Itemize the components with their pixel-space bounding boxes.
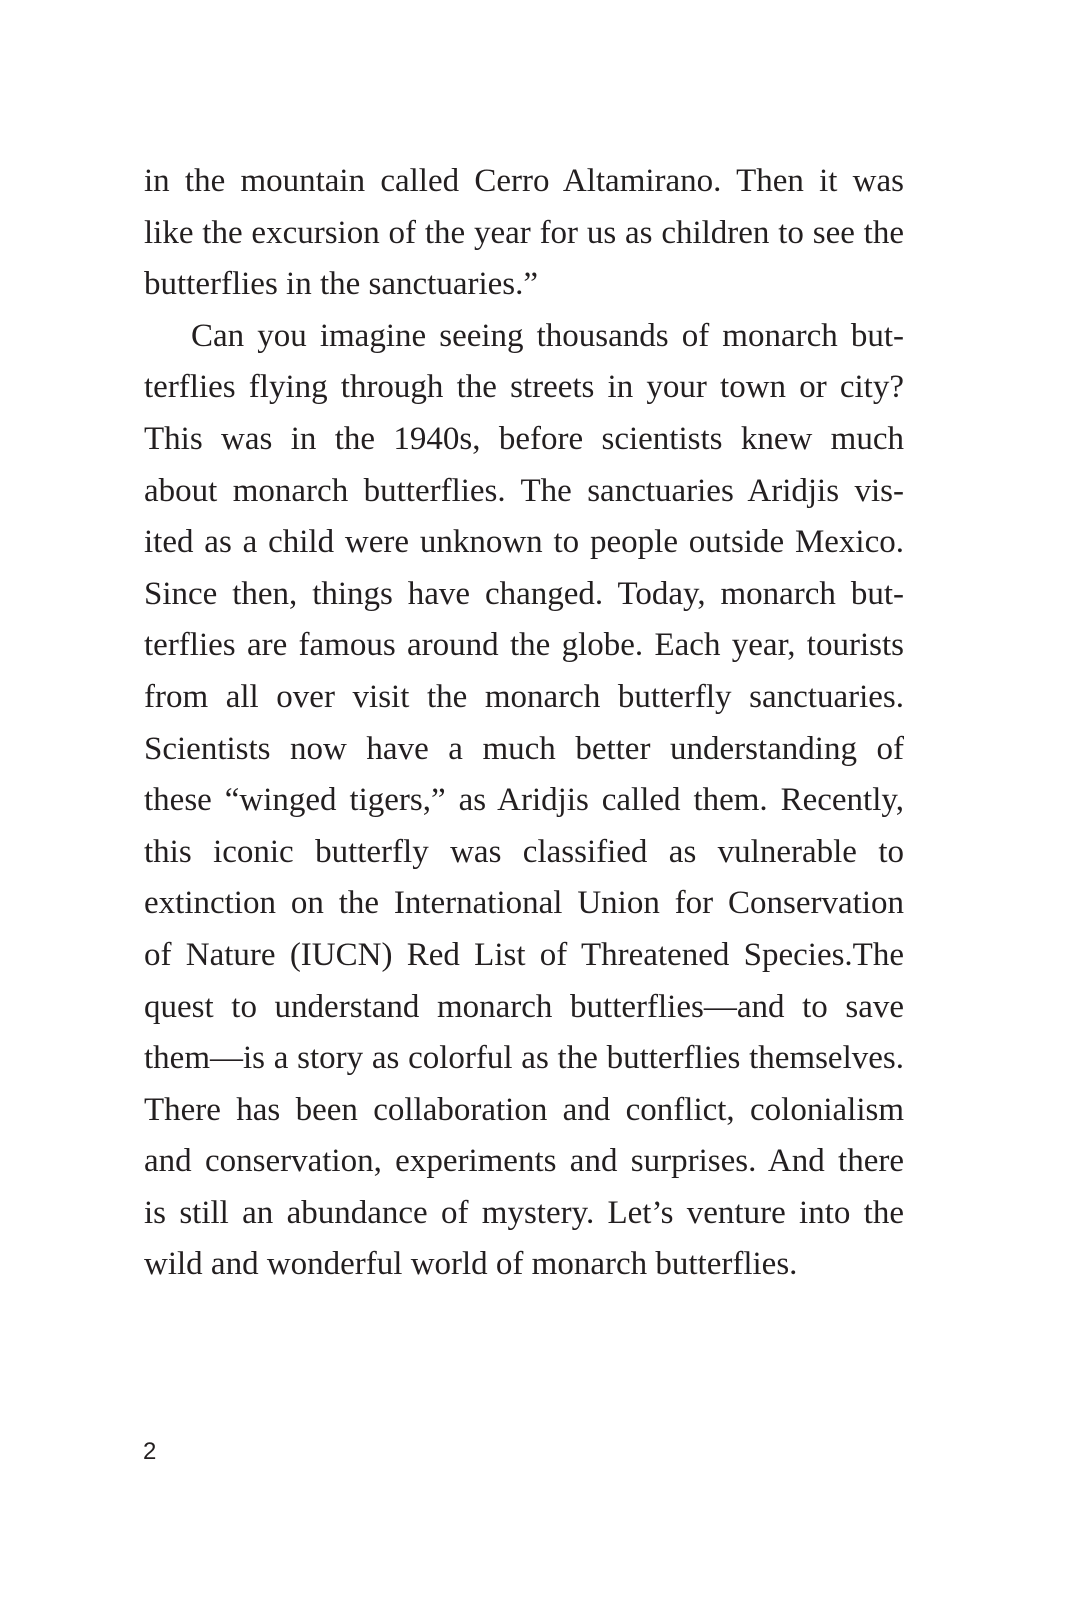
body-text <box>144 156 904 1291</box>
text-line: quest to understand monarch butterflies—and to save <box>144 988 904 1025</box>
text-line: Scientists now have a much better understanding of <box>144 730 904 767</box>
text-line: ited as a child were unknown to people outside Mexico. <box>144 524 904 561</box>
text-line-paragraph-start: Can you imagine seeing thousands of monarch but- <box>191 317 904 354</box>
text-line: terflies flying through the streets in your town or city? <box>144 369 904 406</box>
text-line: like the excursion of the year for us as children to see the <box>144 214 904 251</box>
text-line: butterflies in the sanctuaries.” <box>144 266 539 303</box>
text-line: of Nature (IUCN) Red List of Threatened Species.The <box>144 936 904 973</box>
text-line: There has been collaboration and conflict, colonialism <box>144 1091 904 1128</box>
page-number: 2 <box>143 1438 157 1465</box>
text-line: these “winged tigers,” as Aridjis called them. Recently, <box>144 782 904 819</box>
text-line: this iconic butterfly was classified as vulnerable to <box>144 833 904 870</box>
text-line: This was in the 1940s, before scientists knew much <box>144 420 904 457</box>
text-line: from all over visit the monarch butterfly sanctuaries. <box>144 678 904 715</box>
text-line: and conservation, experiments and surprises. And there <box>144 1143 904 1180</box>
text-line: Since then, things have changed. Today, monarch but- <box>144 575 904 612</box>
text-line: about monarch butterflies. The sanctuaries Aridjis vis- <box>144 472 904 509</box>
text-line: terflies are famous around the globe. Each year, tourists <box>144 627 904 664</box>
text-line: is still an abundance of mystery. Let’s venture into the <box>144 1194 904 1231</box>
text-line: them—is a story as colorful as the butterflies themselves. <box>144 1040 904 1077</box>
text-line: wild and wonderful world of monarch butterflies. <box>144 1246 798 1283</box>
text-line: extinction on the International Union for Conservation <box>144 885 904 922</box>
text-line: in the mountain called Cerro Altamirano. Then it was <box>144 163 904 199</box>
